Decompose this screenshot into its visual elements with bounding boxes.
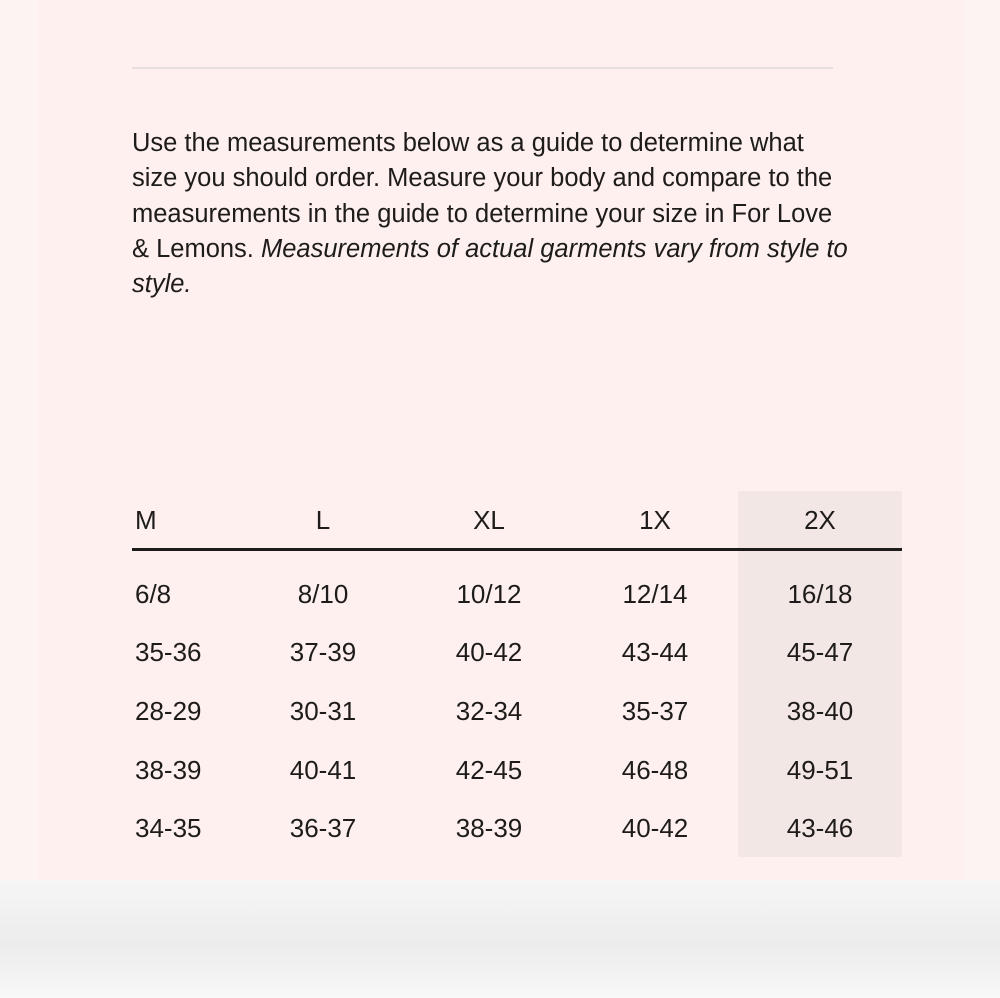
size-cell: 35-37 — [621, 696, 689, 726]
size-cell: 32-34 — [455, 696, 523, 726]
size-header-m: M — [135, 505, 157, 535]
left-margin — [0, 0, 38, 880]
size-cell: 38-39 — [455, 813, 523, 843]
size-header-1x: 1X — [639, 505, 671, 535]
size-cell: 28-29 — [135, 696, 202, 726]
size-cell: 10/12 — [456, 579, 522, 609]
size-guide-panel — [38, 0, 964, 880]
header-rule — [132, 548, 902, 551]
size-cell: 43-46 — [786, 813, 854, 843]
size-cell: 40-42 — [621, 813, 689, 843]
size-cell: 40-42 — [455, 637, 523, 667]
right-margin — [964, 0, 1000, 880]
size-cell: 49-51 — [786, 755, 854, 785]
size-chart-table — [38, 491, 964, 857]
size-cell: 6/8 — [135, 579, 172, 609]
size-header-l: L — [315, 505, 331, 535]
size-cell: 8/10 — [297, 579, 349, 609]
size-cell: 38-39 — [135, 755, 202, 785]
size-cell: 35-36 — [135, 637, 202, 667]
intro-text: Use the measurements below as a guide to determine what size you should order. Measure your body and compare to the measurements in the guide to determine your size in For Love & Lemons. — [132, 129, 833, 263]
size-guide-intro — [132, 126, 852, 302]
size-cell: 16/18 — [787, 579, 853, 609]
highlighted-column — [738, 491, 902, 857]
size-cell: 46-48 — [621, 755, 689, 785]
size-cell: 45-47 — [786, 637, 854, 667]
size-cell: 38-40 — [786, 696, 854, 726]
size-header-xl: XL — [473, 505, 505, 535]
size-cell: 34-35 — [135, 813, 202, 843]
intro-note: Measurements of actual garments vary from style to style. — [132, 234, 848, 299]
size-cell: 36-37 — [289, 813, 357, 843]
size-cell: 12/14 — [622, 579, 688, 609]
size-cell: 43-44 — [621, 637, 689, 667]
size-cell: 40-41 — [289, 755, 357, 785]
size-cell: 42-45 — [455, 755, 523, 785]
section-divider — [132, 67, 833, 69]
bottom-area — [0, 880, 1000, 998]
size-header-2x: 2X — [804, 505, 836, 535]
size-cell: 30-31 — [289, 696, 357, 726]
size-cell: 37-39 — [289, 637, 357, 667]
